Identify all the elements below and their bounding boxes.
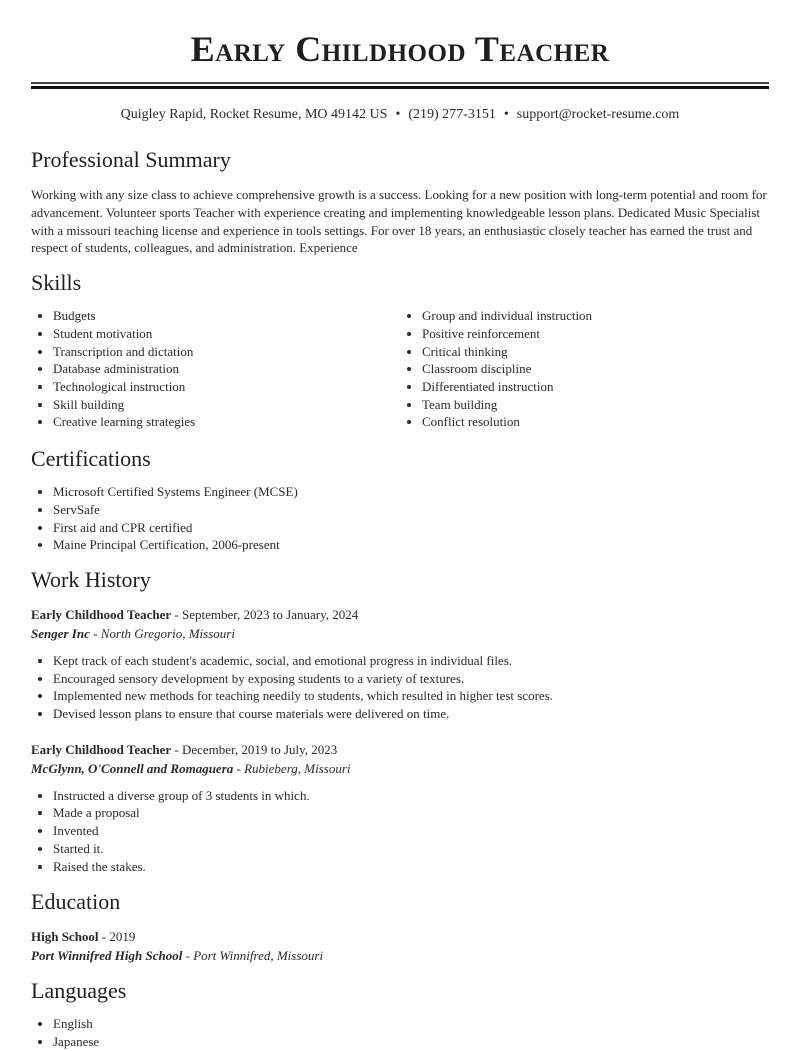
section-heading-education: Education	[31, 889, 121, 915]
job-duty: • Started it.	[53, 840, 769, 858]
education-entry	[31, 927, 769, 965]
job-location: North Gregorio, Missouri	[100, 625, 235, 641]
job-title: Early Childhood Teacher	[31, 606, 172, 622]
job-duty: • Devised lesson plans to ensure that course materials were delivered on time.	[53, 705, 769, 723]
job-duties-list	[31, 652, 769, 723]
skill-item: • Creative learning strategies	[53, 413, 400, 431]
job-entry	[31, 740, 769, 876]
languages-list	[31, 1015, 769, 1050]
certification-item: • Maine Principal Certification, 2006-present	[53, 536, 769, 554]
skill-item: • Group and individual instruction	[422, 307, 769, 325]
job-duty: • Made a proposal	[53, 804, 769, 822]
skill-item: • Student motivation	[53, 325, 400, 343]
skill-item: • Transcription and dictation	[53, 343, 400, 361]
contact-line	[31, 105, 769, 125]
section-heading-languages: Languages	[31, 978, 127, 1004]
skill-item: • Critical thinking	[422, 343, 769, 361]
job-duty: • Encouraged sensory development by exposing students to a variety of textures.	[53, 670, 769, 688]
job-duty: • Raised the stakes.	[53, 858, 769, 876]
skill-item: • Classroom discipline	[422, 360, 769, 378]
job-dash: -	[89, 625, 101, 641]
skills-columns	[31, 307, 769, 431]
education-location: Port Winnifred, Missouri	[193, 948, 324, 964]
job-title-line	[31, 605, 769, 624]
job-dates: December, 2019 to July, 2023	[181, 741, 338, 757]
section-heading-skills: Skills	[31, 270, 82, 296]
job-dash: -	[233, 760, 245, 776]
header-rule-thick	[31, 86, 769, 89]
resume-title: Early Childhood Teacher	[190, 29, 610, 69]
job-company-line	[31, 624, 769, 643]
job-company: McGlynn, O'Connell and Romaguera	[31, 760, 234, 776]
job-duty: • Kept track of each student's academic, social, and emotional progress in individual files.	[53, 652, 769, 670]
certification-item: • ServSafe	[53, 501, 769, 519]
education-dash: -	[182, 948, 194, 964]
skill-item: • Database administration	[53, 360, 400, 378]
job-company-line	[31, 759, 769, 778]
section-heading-work-history: Work History	[31, 566, 151, 592]
skill-item: • Team building	[422, 396, 769, 414]
job-entry	[31, 605, 769, 723]
job-title: Early Childhood Teacher	[31, 741, 172, 757]
job-dates: September, 2023 to January, 2024	[181, 606, 359, 622]
skills-list-right	[400, 307, 769, 431]
skill-item: • Technological instruction	[53, 378, 400, 396]
language-item: • Japanese	[53, 1033, 769, 1051]
job-company: Senger Inc	[31, 625, 90, 641]
job-dash: -	[171, 606, 182, 622]
job-duty: • Invented	[53, 822, 769, 840]
skill-item: • Positive reinforcement	[422, 325, 769, 343]
skill-item: • Skill building	[53, 396, 400, 414]
skill-item: • Differentiated instruction	[422, 378, 769, 396]
education-school-line	[31, 946, 769, 965]
certifications-list	[31, 483, 769, 554]
job-dash: -	[171, 741, 182, 757]
skill-item: • Conflict resolution	[422, 413, 769, 431]
contact-email: support@rocket-resume.com	[516, 107, 680, 122]
job-location: Rubieberg, Missouri	[244, 760, 351, 776]
job-duties-list	[31, 787, 769, 876]
section-heading-summary: Professional Summary	[31, 147, 231, 172]
certification-item: • First aid and CPR certified	[53, 519, 769, 537]
job-duty: • Implemented new methods for teaching needily to students, which resulted in higher test scores.	[53, 687, 769, 705]
contact-separator: •	[503, 107, 509, 122]
skill-item: • Budgets	[53, 307, 400, 325]
language-item: • English	[53, 1015, 769, 1033]
education-degree-line	[31, 927, 769, 946]
skills-list-left	[31, 307, 400, 431]
section-heading-certifications: Certifications	[31, 446, 151, 472]
education-school: Port Winnifred High School	[31, 948, 183, 964]
contact-separator: •	[395, 107, 401, 122]
education-year: 2019	[109, 929, 136, 945]
summary-text: Working with any size class to achieve comprehensive growth is a success. Looking for a new position with long-term potential and room for advancement. Volunteer sports Teacher with experience creating and implementing knowledgeable lesson plans. Dedicated Music Specialist with a missouri teaching license and experience in tools settings. For over 18 years, an enthusiastic closely teacher has earned the trust and respect of students, colleagues, and administration. Experience	[31, 187, 767, 256]
education-degree: High School	[31, 929, 99, 945]
certification-item: • Microsoft Certified Systems Engineer (MCSE)	[53, 483, 769, 501]
education-dash: -	[98, 929, 110, 945]
contact-address: Quigley Rapid, Rocket Resume, MO 49142 US	[120, 107, 388, 122]
job-title-line	[31, 740, 769, 759]
contact-phone: (219) 277-3151	[408, 107, 496, 122]
job-duty: • Instructed a diverse group of 3 students in which.	[53, 787, 769, 805]
